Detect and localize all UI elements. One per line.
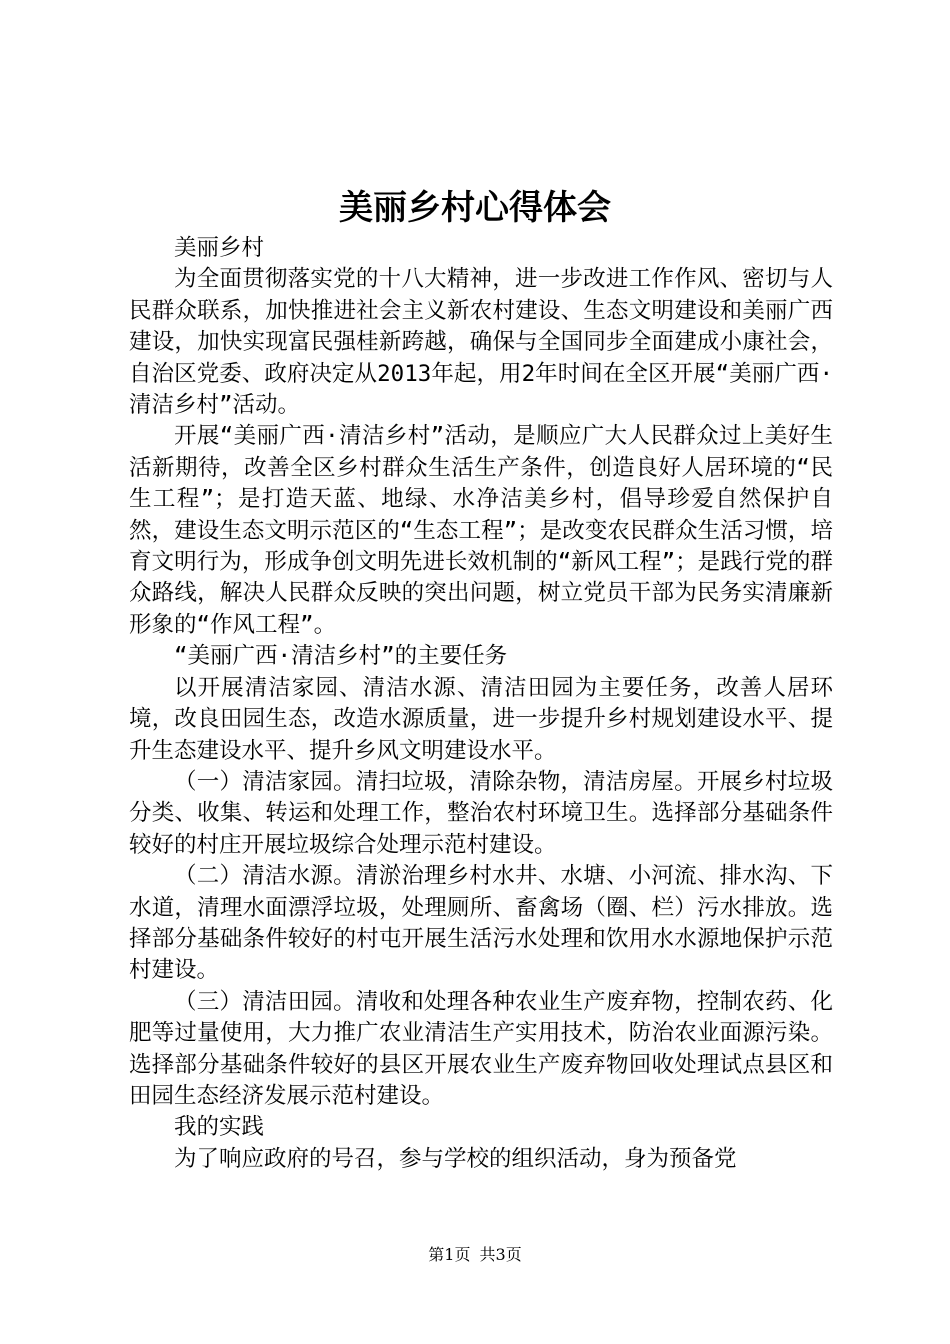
paragraph-clean-water: （二）清洁水源。清淤治理乡村水井、水塘、小河流、排水沟、下水道，清理水面漂浮垃圾，处理厕所、畜禽场（圈、栏）污水排放。选择部分基础条件较好的村屯开展生活污水处理和饮用水水源地保护示范村建设。 [129, 863, 833, 984]
section-heading-my-practice: 我的实践 [174, 1114, 265, 1141]
paragraph: 为全面贯彻落实党的十八大精神，进一步改进工作作风、密切与人民群众联系，加快推进社会主义新农村建设、生态文明建设和美丽广西建设，加快实现富民强桂新跨越，确保与全国同步全面建成小康社会，自治区党委、政府决定从2013年起，用2年时间在全区开展“美丽广西·清洁乡村”活动。 [129, 266, 833, 419]
page-number: 第1页 [428, 1245, 471, 1264]
paragraph: 开展“美丽广西·清洁乡村”活动，是顺应广大人民群众过上美好生活新期待，改善全区乡村群众生活生产条件，创造良好人居环境的“民生工程”；是打造天蓝、地绿、水净洁美乡村，倡导珍爱自然保护自然，建设生态文明示范区的“生态工程”；是改变农民群众生活习惯，培育文明行为，形成争创文明先进长效机制的“新风工程”；是践行党的群众路线，解决人民群众反映的突出问题，树立党员干部为民务实清廉新形象的“作风工程”。 [129, 423, 833, 638]
paragraph: 为了响应政府的号召，参与学校的组织活动，身为预备党 [174, 1145, 737, 1172]
paragraph: 以开展清洁家园、清洁水源、清洁田园为主要任务，改善人居环境，改良田园生态，改造水源质量，进一步提升乡村规划建设水平、提升生态建设水平、提升乡风文明建设水平。 [129, 674, 833, 764]
section-heading-main-tasks: “美丽广西·清洁乡村”的主要任务 [174, 643, 508, 670]
page-total: 共3页 [479, 1245, 522, 1264]
document-title: 美丽乡村心得体会 [339, 188, 611, 228]
paragraph-clean-fields: （三）清洁田园。清收和处理各种农业生产废弃物，控制农药、化肥等过量使用，大力推广农业清洁生产实用技术，防治农业面源污染。选择部分基础条件较好的县区开展农业生产废弃物回收处理试点县区和田园生态经济发展示范村建设。 [129, 988, 833, 1109]
document-body [129, 233, 833, 1175]
paragraph-clean-homes: （一）清洁家园。清扫垃圾，清除杂物，清洁房屋。开展乡村垃圾分类、收集、转运和处理工作，整治农村环境卫生。选择部分基础条件较好的村庄开展垃圾综合处理示范村建设。 [129, 768, 833, 858]
page-footer [0, 1244, 950, 1266]
section-heading-beautiful-village: 美丽乡村 [174, 235, 265, 261]
